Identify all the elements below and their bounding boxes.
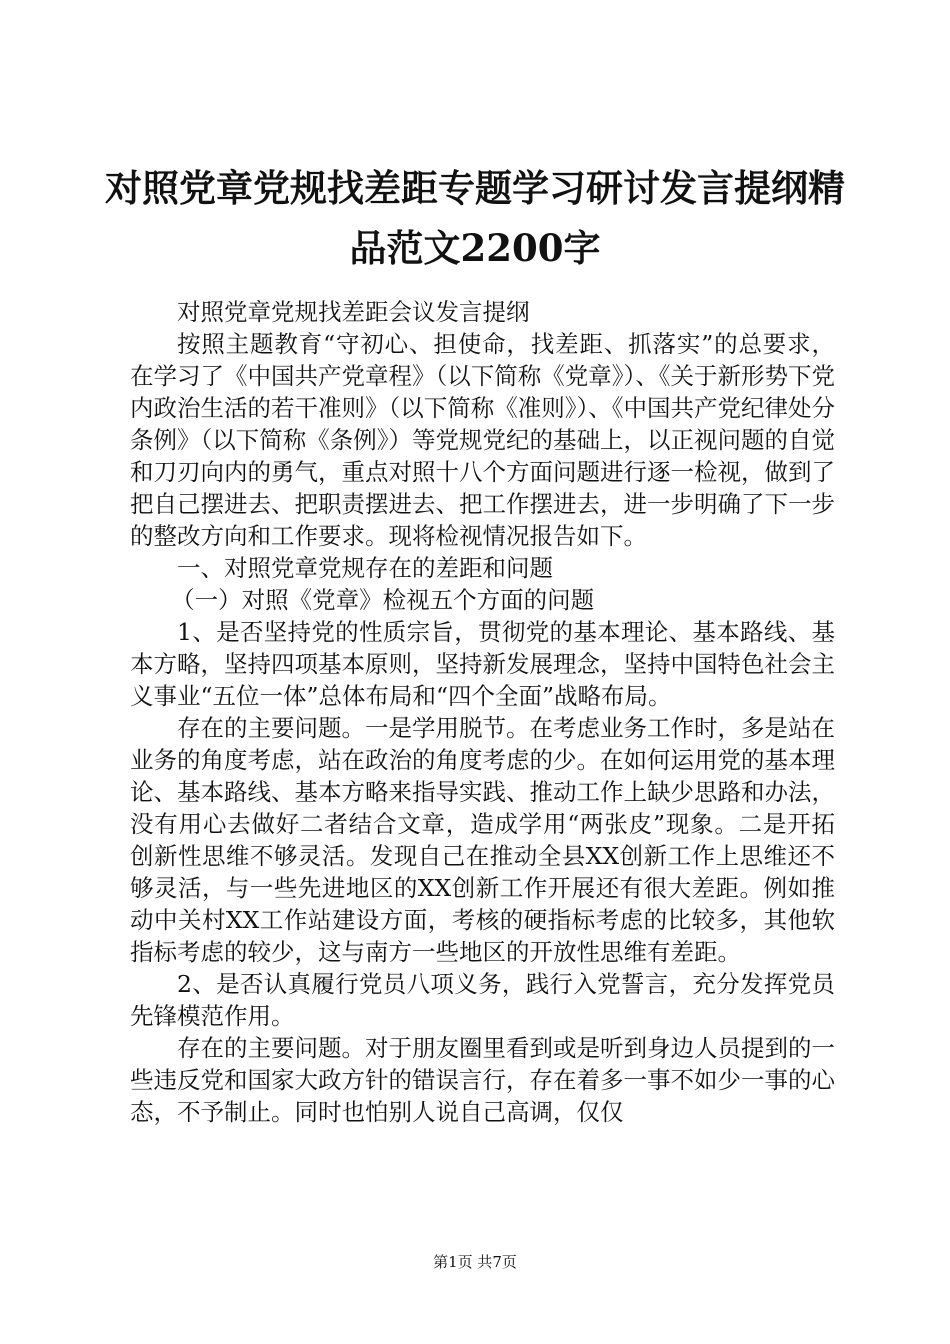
section-heading: 一、对照党章党规存在的差距和问题 — [177, 554, 553, 582]
paragraph-item-1: 1、是否坚持党的性质宗旨，贯彻党的基本理论、基本路线、基本方略，坚持四项基本原则，坚持新发展理念，坚持中国特色社会主义事业“五位一体”总体布局和“四个全面”战略布局。 — [130, 618, 835, 710]
paragraph-problem-1: 存在的主要问题。一是学用脱节。在考虑业务工作时，多是站在业务的角度考虑，站在政治的角度考虑的少。在如何运用党的基本理论、基本路线、基本方略来指导实践、推动工作上缺少思路和办法，没有用心去做好二者结合文章，造成学用“两张皮”现象。二是开拓创新性思维不够灵活。发现自己在推动全县XX创新工作上思维还不够灵活，与一些先进地区的XX创新工作开展还有很大差距。例如推动中关村XX工作站建设方面，考核的硬指标考虑的比较多，其他软指标考虑的较少，这与南方一些地区的开放性思维有差距。 — [130, 714, 835, 966]
paragraph-intro: 按照主题教育“守初心、担使命，找差距、抓落实”的总要求，在学习了《中国共产党章程》（以下简称《党章》）、《关于新形势下党内政治生活的若干准则》（以下简称《准则》）、《中国共产党纪律处分条例》（以下简称《条例》）等党规党纪的基础上，以正视问题的自觉和刀刃向内的勇气，重点对照十八个方面问题进行逐一检视，做到了把自己摆进去、把职责摆进去、把工作摆进去，进一步明确了下一步的整改方向和工作要求。现将检视情况报告如下。 — [130, 330, 835, 550]
subsection-heading: （一）对照《党章》检视五个方面的问题 — [171, 586, 595, 614]
document-title — [100, 158, 850, 278]
title-line-2: 品范文2200字 — [349, 226, 601, 270]
document-body — [130, 296, 835, 1128]
paragraph-problem-2: 存在的主要问题。对于朋友圈里看到或是听到身边人员提到的一些违反党和国家大政方针的错误言行，存在着多一事不如少一事的心态，不予制止。同时也怕别人说自己高调，仅仅 — [130, 1034, 835, 1126]
paragraph-item-2: 2、是否认真履行党员八项义务，践行入党誓言，充分发挥党员先锋模范作用。 — [130, 970, 835, 1030]
page-footer: 第1页 共7页 — [433, 1253, 517, 1271]
title-line-1: 对照党章党规找差距专题学习研讨发言提纲精 — [105, 166, 845, 210]
paragraph-subtitle: 对照党章党规找差距会议发言提纲 — [177, 298, 530, 326]
